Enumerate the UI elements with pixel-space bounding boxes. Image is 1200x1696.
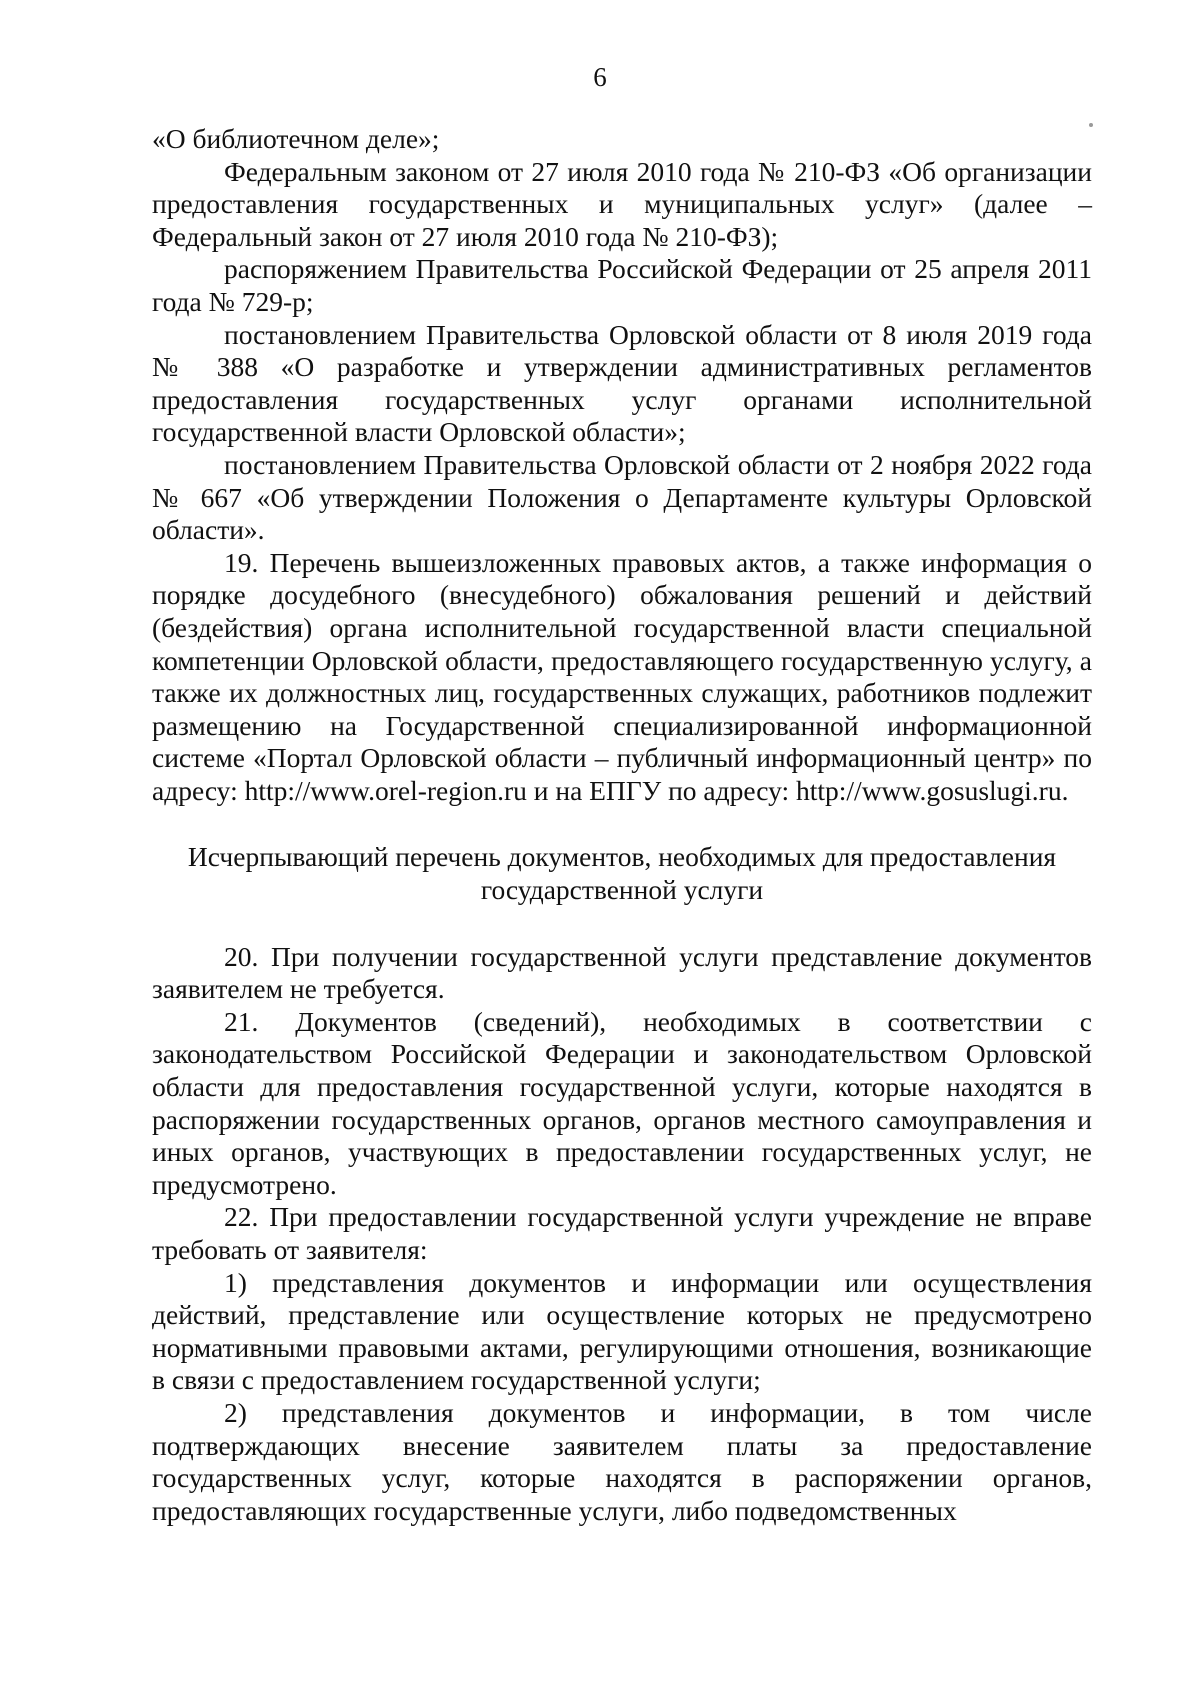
paragraph: 1) представления документов и информации или осуществления действий, представление или осуществление которых не предусмотрено нормативными правовыми актами, регулирующими отношения, возникающие в связи с предоставлением государственной услуги;: [152, 1266, 1092, 1396]
paragraph: распоряжением Правительства Российской Федерации от 25 апреля 2011 года № 729-р;: [152, 253, 1092, 317]
paragraph: 20. При получении государственной услуги представление документов заявителем не требуется.: [152, 940, 1092, 1005]
paragraph: постановлением Правительства Орловской области от 2 ноября 2022 года № 667 «Об утверждении Положения о Департаменте культуры Орловской области».: [152, 448, 1092, 546]
document-body: [152, 123, 1092, 1527]
section-heading-line: Исчерпывающий перечень документов, необходимых для предоставления: [187, 841, 1057, 873]
paragraph: Федеральным законом от 27 июля 2010 года № 210-ФЗ «Об организации предоставления государственных и муниципальных услуг» (далее – Федеральный закон от 27 июля 2010 года № 210-ФЗ);: [152, 155, 1092, 252]
paragraph: 2) представления документов и информации, в том числе подтверждающих внесение заявителем платы за предоставление государственных услуг, которые находятся в распоряжении органов, предоставляющих государственные услуги, либо подведомственных: [152, 1396, 1092, 1526]
paragraph: «О библиотечном деле»;: [152, 123, 440, 154]
page-number: 6: [593, 62, 607, 92]
section-heading-line: государственной услуги: [480, 874, 764, 906]
paragraph: 21. Документов (сведений), необходимых в соответствии с законодательством Российской Федерации и законодательством Орловской области для предоставления государственной услуги, которые находятся в распоряжении государственных органов, органов местного самоуправления и иных органов, участвующих в предоставлении государственных услуг, не предусмотрено.: [152, 1005, 1092, 1200]
paragraph: 22. При предоставлении государственной услуги учреждение не вправе требовать от заявителя:: [152, 1201, 1092, 1265]
section-heading: [152, 841, 1092, 906]
paragraph: 19. Перечень вышеизложенных правовых актов, а также информация о порядке досудебного (внесудебного) обжалования решений и действий (бездействия) органа исполнительной государственной власти специальной компетенции Орловской области, предоставляющего государственную услугу, а также их должностных лиц, государственных служащих, работников подлежит размещению на Государственной специализированной информационной системе «Портал Орловской области – публичный информационный центр» по адресу: http://www.orel-region.ru и на ЕПГУ по адресу: http://www.gosuslugi.ru.: [152, 546, 1092, 806]
paragraph: постановлением Правительства Орловской области от 8 июля 2019 года № 388 «О разработке и утверждении административных регламентов предоставления государственных услуг органами исполнительной государственной власти Орловской области»;: [152, 318, 1092, 448]
